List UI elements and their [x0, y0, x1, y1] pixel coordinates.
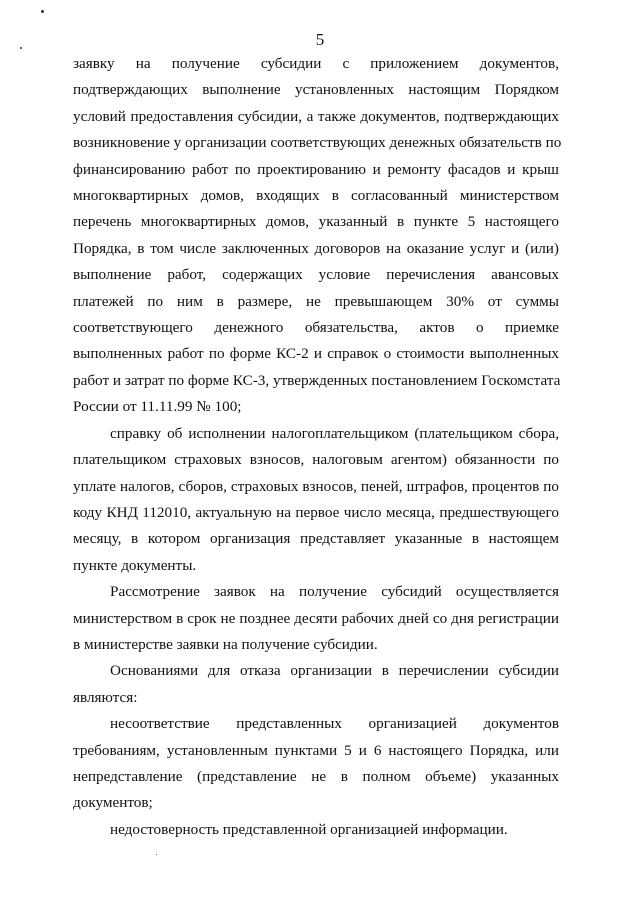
paragraph-line: многоквартирных домов, входящих в согласованный министерством [73, 187, 559, 205]
paragraph-line: возникновение у организации соответствующих денежных обязательств по [73, 134, 562, 152]
paragraph [73, 421, 559, 579]
paragraph-line: справку об исполнении налогоплательщиком (плательщиком сбора, [110, 424, 559, 442]
paragraph-line: плательщиком страховых взносов, налоговым агентом) обязанности по [73, 451, 559, 469]
paragraph-line: подтверждающих выполнение установленных настоящим Порядком [73, 81, 559, 99]
paragraph-line: пункте документы. [73, 556, 197, 574]
document-body [73, 51, 562, 843]
page-number: 5 [315, 30, 325, 49]
paragraph-line: выполненных работ по форме КС-2 и справок о стоимости выполненных [73, 345, 559, 363]
paragraph [73, 579, 559, 658]
paragraph-line: коду КНД 112010, актуальную на первое число месяца, предшествующего [73, 503, 559, 521]
paragraph-line: документов; [73, 794, 153, 812]
paragraph-line: недостоверность представленной организацией информации. [110, 820, 508, 838]
paragraph-line: финансированию работ по проектированию и ремонту фасадов и крыш [73, 160, 559, 178]
paragraph-line: Рассмотрение заявок на получение субсидий осуществляется [110, 583, 559, 601]
paragraph [73, 658, 559, 711]
paragraph-line: заявку на получение субсидии с приложением документов, [73, 55, 559, 72]
paragraph-line: месяцу, в котором организация представляет указанные в настоящем [73, 530, 559, 548]
paragraph [73, 51, 562, 421]
paragraph-line: выполнение работ, содержащих условие перечисления авансовых [73, 266, 559, 284]
paragraph-line: соответствующего денежного обязательства, актов о приемке [73, 319, 559, 337]
paragraph [73, 817, 559, 843]
paragraph-line: платежей по ним в размере, не превышающем 30% от суммы [73, 292, 559, 310]
paragraph-line: Основаниями для отказа организации в перечислении субсидии [110, 662, 559, 680]
paragraph-line: требованиям, установленным пунктами 5 и 6 настоящего Порядка, или [73, 741, 559, 759]
paragraph-line: Порядка, в том числе заключенных договоров на оказание услуг и (или) [73, 239, 559, 257]
scan-artifact-dot [41, 10, 44, 13]
paragraph-line: в министерстве заявки на получение субсидии. [73, 635, 378, 653]
paragraph-line: являются: [73, 688, 138, 706]
paragraph-line: несоответствие представленных организацией документов [110, 715, 559, 733]
paragraph-line: условий предоставления субсидии, а также документов, подтверждающих [73, 107, 559, 125]
paragraph-line: России от 11.11.99 № 100; [73, 398, 242, 416]
paragraph-line: непредставление (представление не в полном объеме) указанных [73, 767, 559, 785]
paragraph [73, 711, 559, 817]
paragraph-line: перечень многоквартирных домов, указанный в пункте 5 настоящего [73, 213, 559, 231]
paragraph-line: министерством в срок не позднее десяти рабочих дней со дня регистрации [73, 609, 559, 627]
paragraph-line: уплате налогов, сборов, страховых взносов, пеней, штрафов, процентов по [73, 477, 559, 495]
scan-artifact-dot [156, 854, 157, 855]
paragraph-line: работ и затрат по форме КС-3, утвержденных постановлением Госкомстата [73, 371, 561, 389]
